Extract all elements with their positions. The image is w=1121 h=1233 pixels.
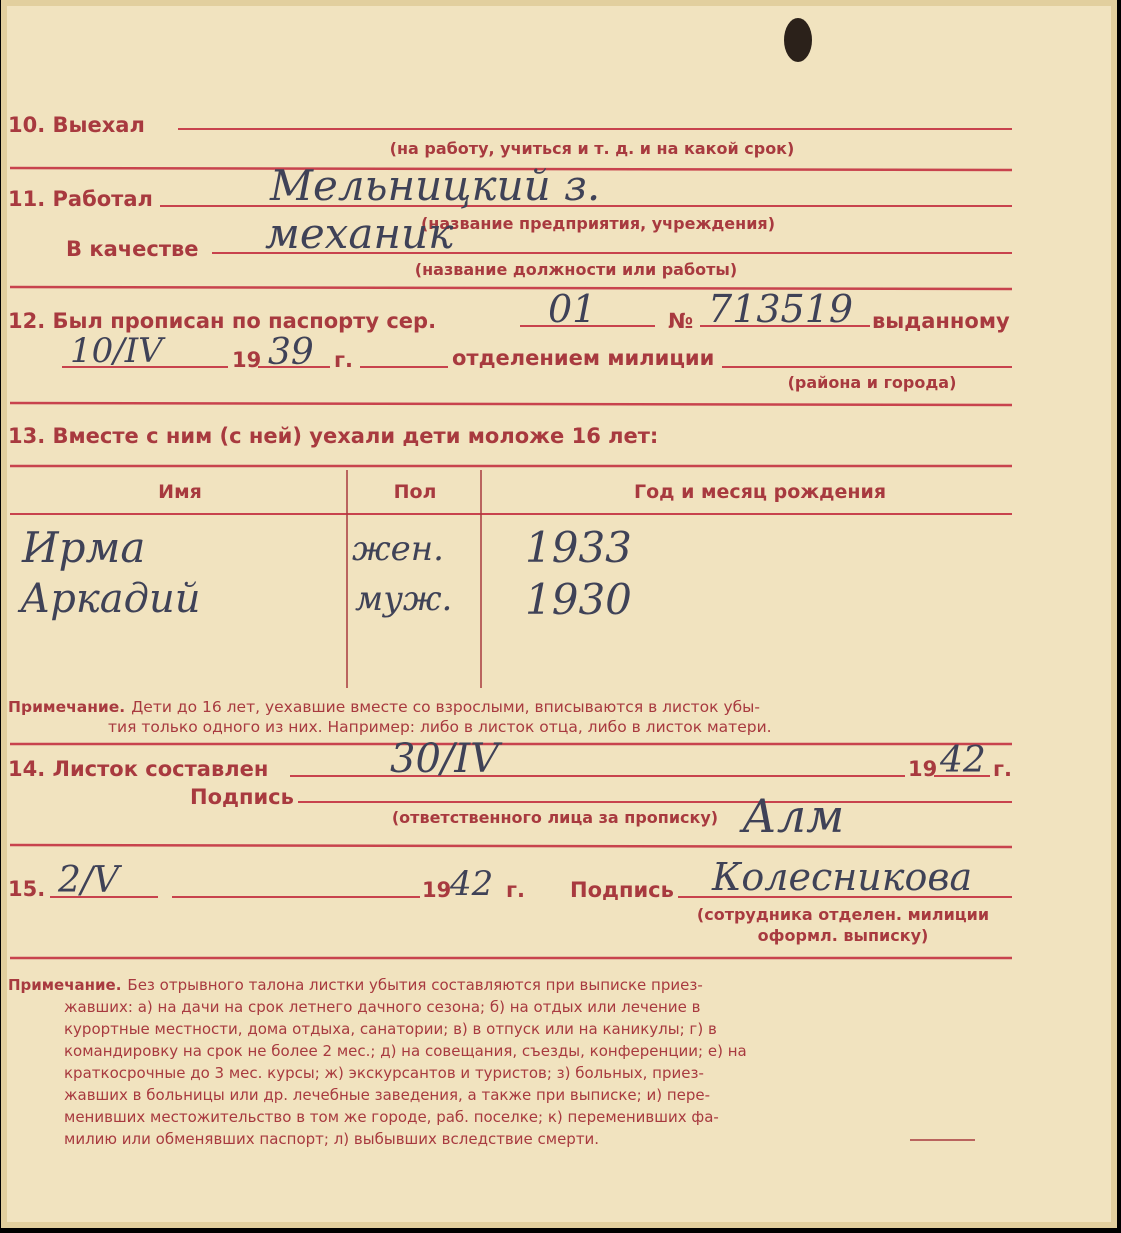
- year-prefix-15: 19: [422, 878, 452, 902]
- table-header-birth: Год и месяц рождения: [633, 481, 887, 503]
- final-note-line-7: менивших местожительство в том же городе, раб. поселке; к) переменивших фа-: [64, 1108, 719, 1126]
- table-header-name: Имя: [158, 481, 202, 503]
- ink-stain: [784, 18, 812, 62]
- signature-15: Колесникова: [712, 855, 973, 899]
- section-12-label: 12. Был прописан по паспорту сер.: [8, 309, 437, 333]
- issued-label: выданному: [872, 309, 1010, 333]
- section-11-caption-role: (название должности или работы): [414, 260, 738, 279]
- final-note-line-1: [8, 976, 703, 994]
- extract-year: 42: [450, 864, 494, 904]
- role-label: В качестве: [66, 237, 199, 261]
- number-label: №: [668, 309, 694, 333]
- list-date: 30/IV: [390, 736, 500, 782]
- year-suffix-15: г.: [506, 878, 525, 902]
- year-prefix-14: 19: [908, 757, 938, 781]
- passport-number: 713519: [708, 287, 854, 331]
- final-note-line-8: милию или обменявших паспорт; л) выбывших вследствие смерти.: [64, 1130, 600, 1148]
- section-10-label: 10. Выехал: [8, 113, 145, 137]
- issue-date: 10/IV: [70, 331, 163, 371]
- final-note-line-4: командировку на срок не более 2 мес.; д) на совещания, съезды, конференции; е) на: [64, 1042, 747, 1060]
- handwritten-workplace: Мельницкий з.: [270, 161, 601, 210]
- child-birth: 1933: [525, 523, 632, 572]
- office-label: отделением милиции: [452, 346, 715, 370]
- child-sex: муж.: [355, 579, 453, 619]
- note-13-label: Примечание.: [8, 698, 126, 716]
- note-13-line-1: [8, 698, 760, 716]
- passport-series: 01: [548, 287, 597, 331]
- section-11-label: 11. Работал: [8, 187, 153, 211]
- note-13-line-2: тия только одного из них. Например: либо в листок отца, либо в листок матери.: [108, 718, 772, 736]
- table-header-sex: Пол: [393, 481, 437, 503]
- section-14-caption: (ответственного лица за прописку): [391, 808, 719, 827]
- child-sex: жен.: [352, 529, 444, 569]
- year-prefix-12: 19: [232, 348, 262, 372]
- child-name: Аркадий: [20, 576, 201, 622]
- extract-date: 2/V: [58, 860, 120, 901]
- handwritten-role: механик: [265, 209, 454, 258]
- signature-14: Алм: [742, 789, 845, 843]
- issue-year: 39: [268, 332, 314, 373]
- list-year: 42: [940, 740, 986, 781]
- year-suffix-12: г.: [334, 348, 353, 372]
- section-13-label: 13. Вместе с ним (с ней) уехали дети моложе 16 лет:: [8, 424, 659, 448]
- final-note-line-6: жавших в больницы или др. лечебные заведения, а также при выписке; и) пере-: [64, 1086, 711, 1104]
- section-14-label: 14. Листок составлен: [8, 757, 269, 781]
- signature-label-15: Подпись: [570, 878, 674, 902]
- section-11-caption-workplace: (название предприятия, учреждения): [420, 214, 776, 233]
- child-name: Ирма: [22, 523, 146, 572]
- final-note-line-2: жавших: а) на дачи на срок летнего дачного сезона; б) на отдых или лечение в: [64, 998, 701, 1016]
- section-15-caption-1: (сотрудника отделен. милиции: [696, 905, 990, 924]
- section-15-caption-2: оформл. выписку): [757, 926, 929, 945]
- final-note-line-5: краткосрочные до 3 мес. курсы; ж) экскурсантов и туристов; з) больных, приез-: [64, 1064, 704, 1082]
- section-12-caption: (района и города): [787, 373, 957, 392]
- year-suffix-14: г.: [993, 757, 1012, 781]
- final-note-text-1: Без отрывного талона листки убытия составляются при выписке приез-: [127, 976, 703, 994]
- section-15-label: 15.: [8, 877, 46, 901]
- note-13-text-1: Дети до 16 лет, уехавшие вместе со взрослыми, вписываются в листок убы-: [131, 698, 761, 716]
- section-10-caption: (на работу, учиться и т. д. и на какой срок): [389, 139, 795, 158]
- signature-label-14: Подпись: [190, 785, 294, 809]
- final-note-line-3: курортные местности, дома отдыха, санатории; в) в отпуск или на каникулы; г) в: [64, 1020, 717, 1038]
- child-birth: 1930: [525, 575, 632, 624]
- final-note-label: Примечание.: [8, 976, 122, 994]
